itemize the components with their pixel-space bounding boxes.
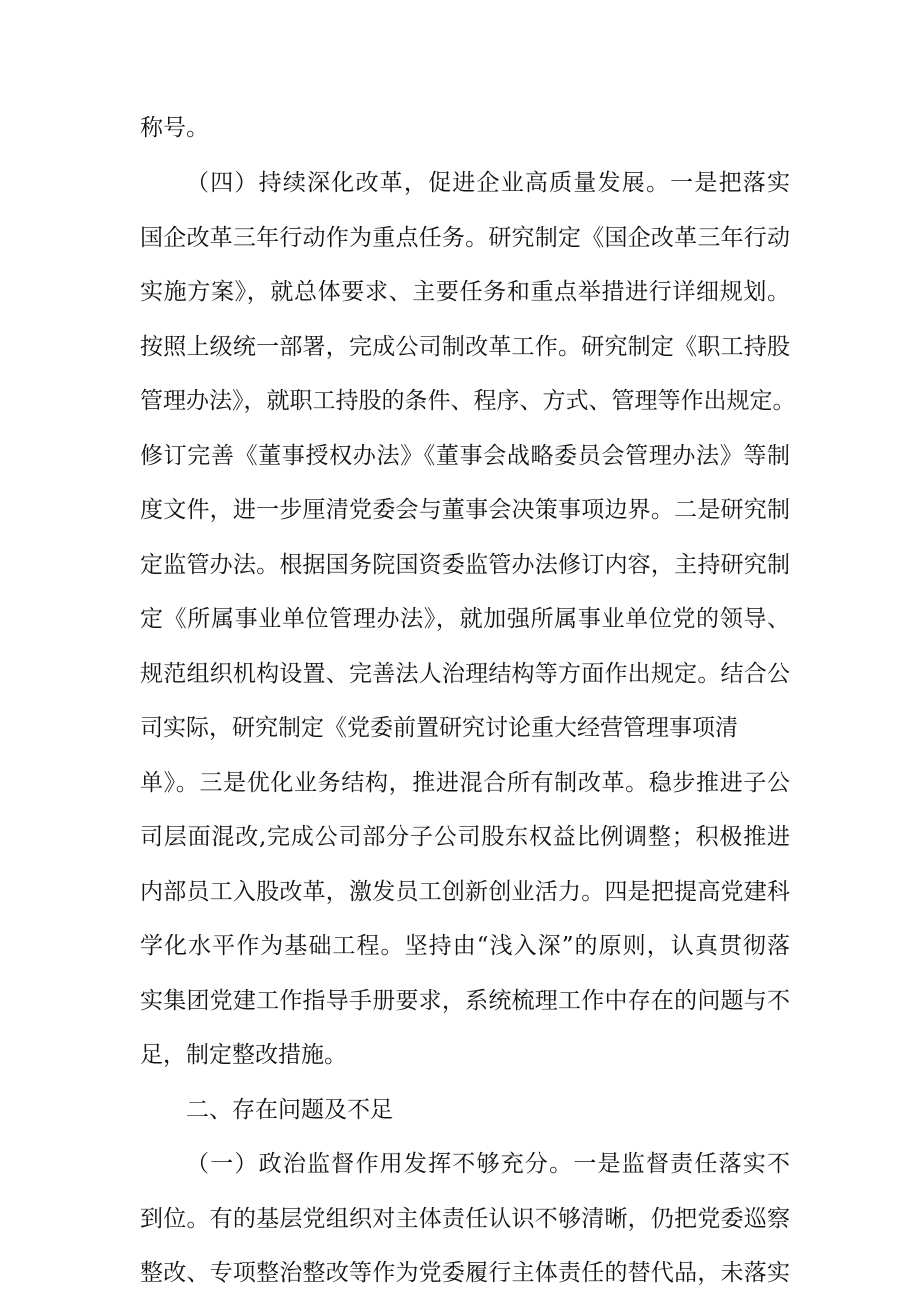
text-line: 司实际，研究制定《党委前置研究讨论重大经营管理事项清 [140,715,738,741]
text-line: 按照上级统一部署，完成公司制改革工作。研究制定《职工持股 [140,334,790,360]
text-line: 规范组织机构设置、完善法人治理结构等方面作出规定。结合公 [140,661,790,687]
text-line: 实施方案》，就总体要求、主要任务和重点举措进行详细规划。 [140,279,790,305]
text-line: 足，制定整改措施。 [140,1042,347,1068]
text-line: 定《所属事业单位管理办法》，就加强所属事业单位党的领导、 [140,606,790,632]
text-line: 单》。三是优化业务结构，推进混合所有制改革。稳步推进子公 [140,770,790,796]
text-line: 学化水平作为基础工程。坚持由“浅入深”的原则，认真贯彻落 [140,933,790,959]
text-line: 称号。 [140,115,209,141]
text-line: 司层面混改,完成公司部分子公司股东权益比例调整；积极推进 [140,824,790,850]
text-line: 到位。有的基层党组织对主体责任认识不够清晰，仍把党委巡察 [140,1206,790,1232]
text-line: 度文件，进一步厘清党委会与董事会决策事项边界。二是研究制 [140,497,790,523]
text-line: 定监管办法。根据国务院国资委监管办法修订内容，主持研究制 [140,552,790,578]
text-line: 实集团党建工作指导手册要求，系统梳理工作中存在的问题与不 [140,988,790,1014]
text-line: 管理办法》，就职工持股的条件、程序、方式、管理等作出规定。 [140,388,796,414]
section-title: 二、存在问题及不足 [186,1097,393,1123]
text-line: 内部员工入股改革，激发员工创新创业活力。四是把提高党建科 [140,879,790,905]
text-line: 整改、专项整治整改等作为党委履行主体责任的替代品，未落实 [140,1260,790,1286]
section-heading-line: （四）持续深化改革，促进企业高质量发展。一是把落实 [186,170,790,196]
text-line: 国企改革三年行动作为重点任务。研究制定《国企改革三年行动 [140,225,790,251]
text-line: 修订完善《董事授权办法》《董事会战略委员会管理办法》等制 [140,443,790,469]
subsection-heading-line: （一）政治监督作用发挥不够充分。一是监督责任落实不 [186,1151,790,1177]
